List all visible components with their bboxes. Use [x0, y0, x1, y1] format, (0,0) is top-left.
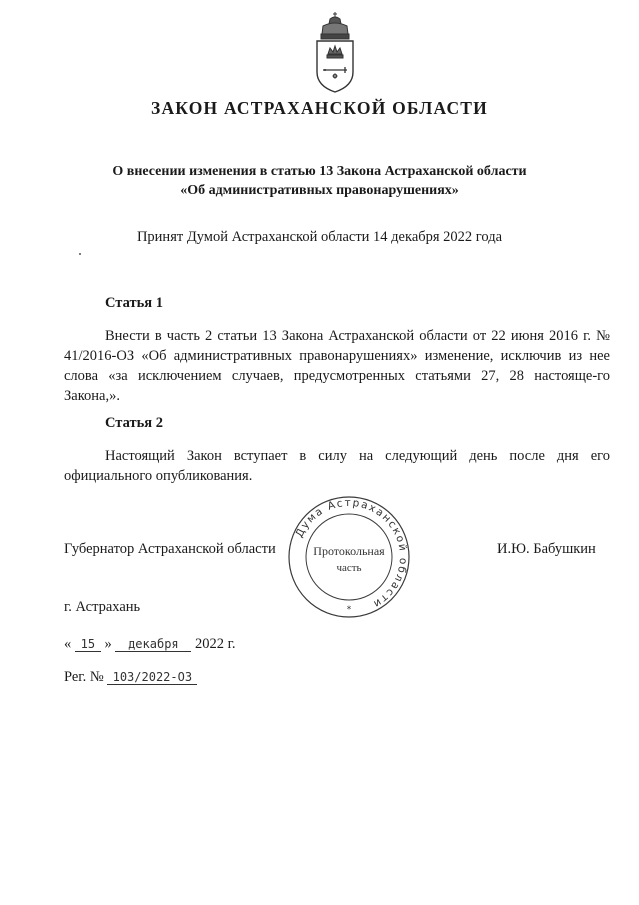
subtitle-line-2: «Об административных правонарушениях»	[180, 183, 459, 198]
quote-open: «	[64, 636, 72, 652]
governor-position: Губернатор Астраханской области	[64, 541, 276, 557]
scan-speck	[79, 253, 81, 255]
reg-label: Рег. №	[64, 669, 104, 685]
date-year: 2022 г.	[195, 636, 236, 652]
article-2-text: Настоящий Закон вступает в силу на следующий день после дня его официального опубликования.	[64, 448, 610, 484]
astrakhan-coat-of-arms-icon	[313, 10, 357, 94]
reg-number: 103/2022-ОЗ	[107, 670, 197, 685]
article-1-text: Внести в часть 2 статьи 13 Закона Астраханской области от 22 июня 2016 г. № 41/2016-ОЗ «Об административных правонарушениях» изменение, исключив из нее слова «за исключением случаев, предусмотренных статьями 27, 28 настояще-го Закона,».	[64, 328, 610, 404]
date-month: декабря	[115, 637, 191, 652]
stamp-star: *	[346, 605, 352, 615]
law-title: ЗАКОН АСТРАХАНСКОЙ ОБЛАСТИ	[151, 98, 488, 118]
date-day: 15	[75, 637, 101, 652]
stamp-ring-text: Дума Астраханской области	[293, 496, 410, 611]
stamp-center-line-2: часть	[336, 562, 362, 574]
registration-line	[64, 669, 197, 686]
duma-stamp	[287, 495, 411, 619]
subtitle-line-1: О внесении изменения в статью 13 Закона Астраханской области	[112, 164, 527, 179]
law-subtitle	[0, 162, 639, 200]
city: г. Астрахань	[64, 599, 141, 615]
adoption-note: Принят Думой Астраханской области 14 декабря 2022 года	[136, 229, 503, 245]
stamp-center-line-1: Протокольная	[313, 544, 385, 558]
article-1-heading: Статья 1	[105, 295, 163, 311]
quote-close: »	[104, 636, 112, 652]
governor-name: И.Ю. Бабушкин	[497, 541, 596, 557]
article-2-heading: Статья 2	[105, 415, 163, 431]
date-line	[64, 636, 236, 653]
